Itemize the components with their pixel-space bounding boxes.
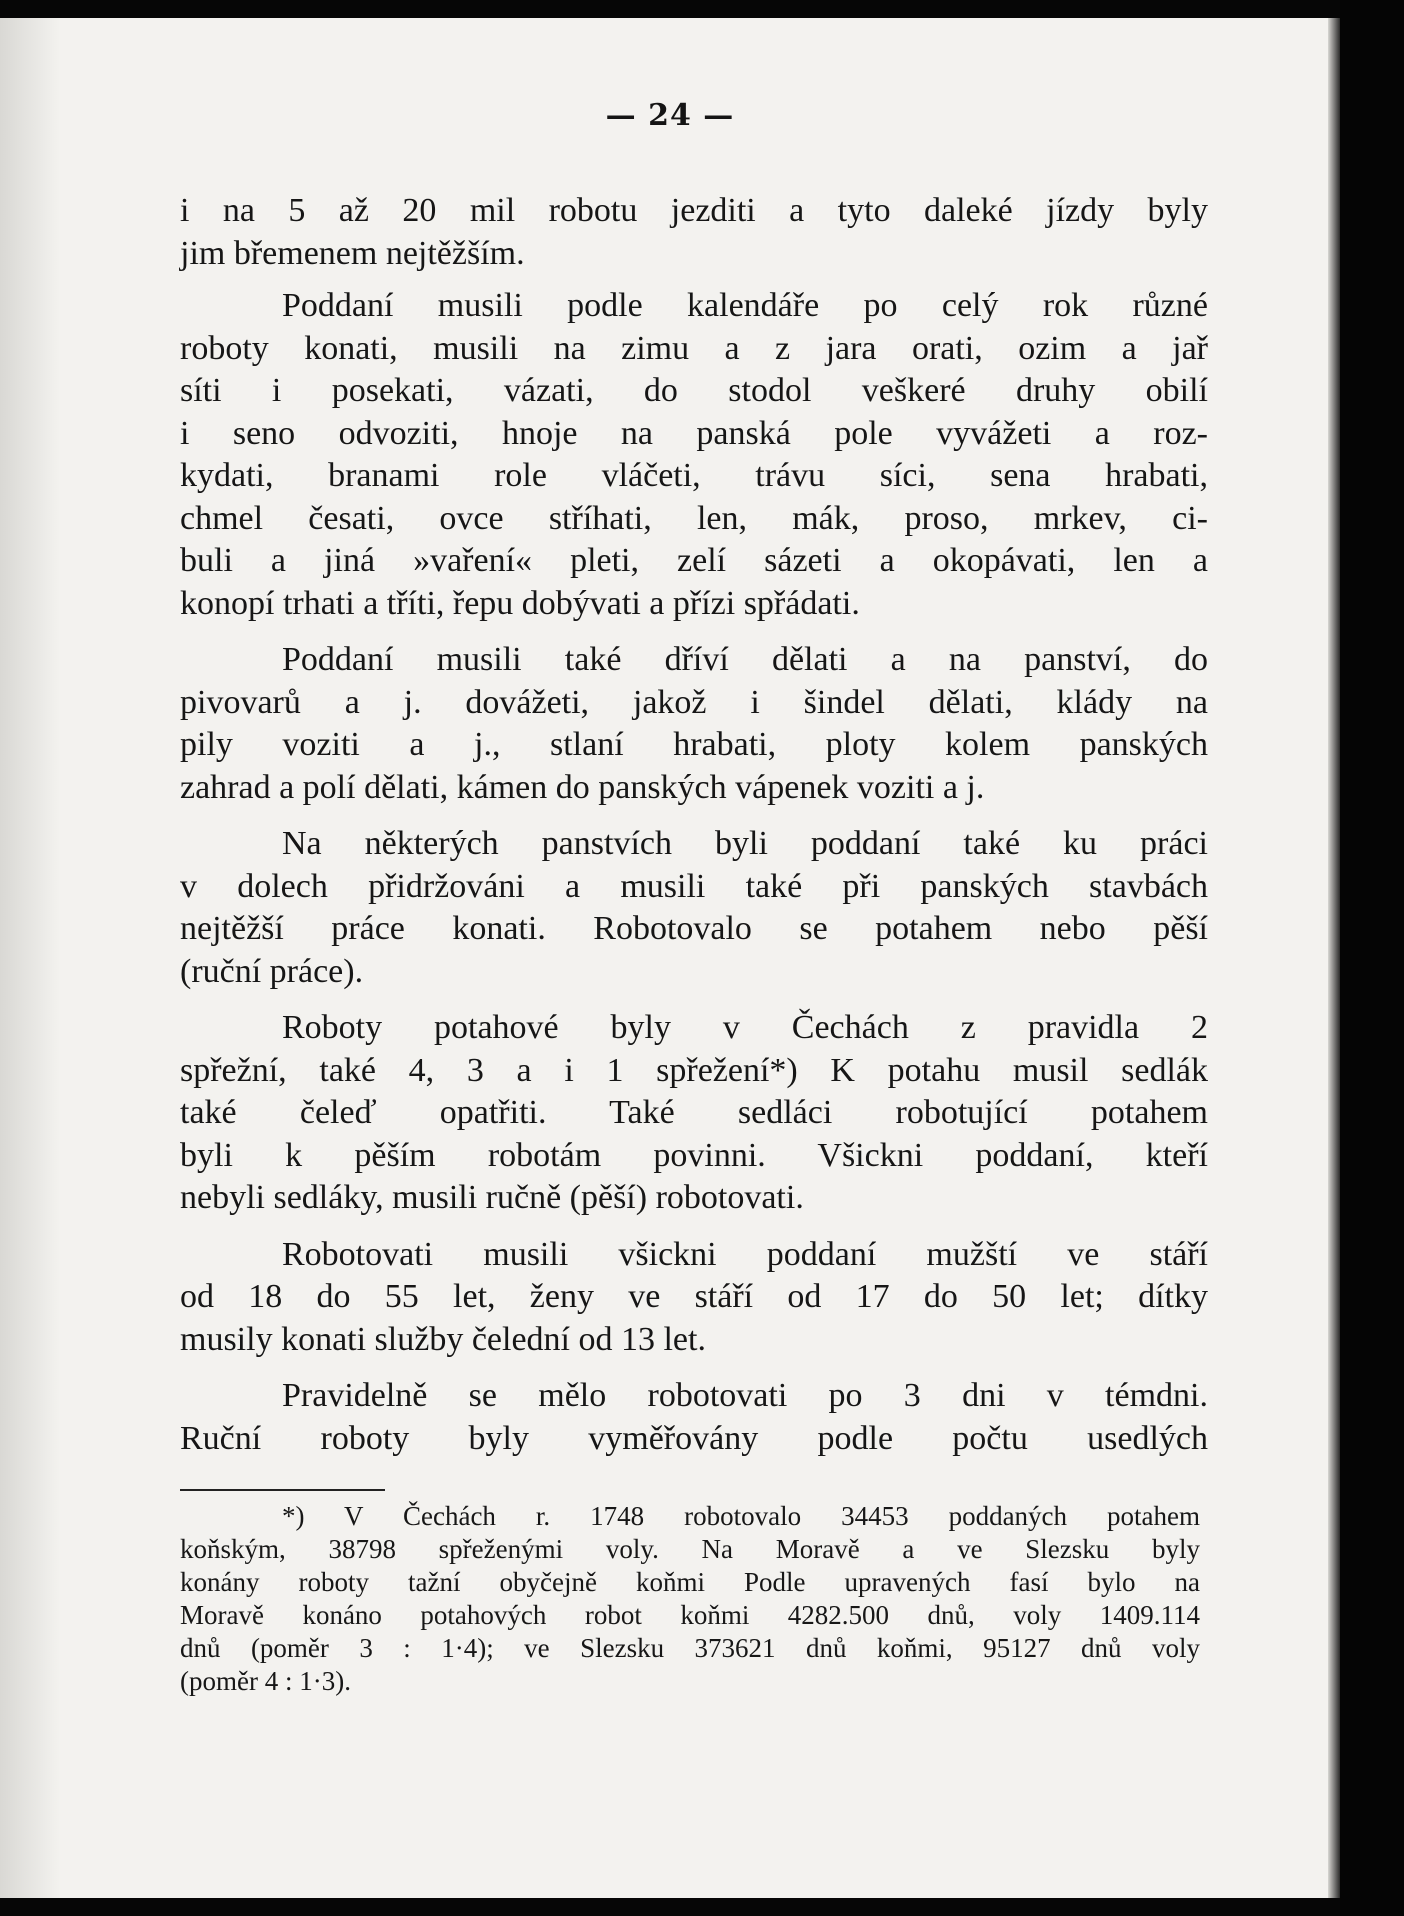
footnote-line: (poměr 4 : 1·3).: [180, 1666, 351, 1696]
text-line: Poddaní musili podle kalendáře po celý rok různé: [282, 287, 1208, 324]
text-line: nejtěžší práce konati. Robotovalo se potahem nebo pěší: [180, 910, 1208, 947]
text-line: Roboty potahové byly v Čechách z pravidla 2: [282, 1009, 1208, 1046]
footnote-line: Moravě konáno potahových robot koňmi 4282.500 dnů, voly 1409.114: [180, 1600, 1200, 1630]
text-line: i seno odvoziti, hnoje na panská pole vyvážeti a roz-: [180, 414, 1208, 452]
text-line: Robotovati musili všickni poddaní mužští ve stáří: [282, 1235, 1208, 1273]
scan-dark-edge: [1340, 0, 1404, 1916]
paragraph-4: [180, 823, 1208, 993]
text-line: roboty konati, musili na zimu a z jara orati, ozim a jař: [180, 329, 1208, 367]
text-line: byli k pěším robotám povinni. Všickni poddaní, kteří: [180, 1136, 1208, 1174]
body-text: [180, 190, 1208, 1460]
text-line: i na 5 až 20 mil robotu jezditi a tyto daleké jízdy byly: [180, 192, 1208, 229]
page-number: — 24 —: [605, 98, 735, 133]
text-line: nebyli sedláky, musili ručně (pěší) robotovati.: [180, 1179, 804, 1216]
paragraph-6: [180, 1234, 1208, 1362]
paragraph-2: [180, 285, 1208, 625]
text-line: Poddaní musili také dříví dělati a na panství, do: [282, 641, 1208, 678]
text-line: pily voziti a j., stlaní hrabati, ploty kolem panských: [180, 726, 1208, 763]
text-line: (ruční práce).: [180, 952, 364, 990]
footnote-line: dnů (poměr 3 : 1·4); ve Slezsku 373621 dnů koňmi, 95127 dnů voly: [180, 1633, 1200, 1663]
paragraph-7: [180, 1375, 1208, 1460]
text-line: od 18 do 55 let, ženy ve stáří od 17 do 50 let; dítky: [180, 1278, 1208, 1315]
text-line: zahrad a polí dělati, kámen do panských vápenek voziti a j.: [180, 768, 985, 806]
page-shadow: [0, 18, 60, 1898]
text-line: jim břemenem nejtěžším.: [180, 234, 525, 272]
paragraph-5: [180, 1007, 1208, 1220]
paragraph-1: [180, 190, 1208, 275]
footnote-line: koňským, 38798 spřeženými voly. Na Moravě a ve Slezsku byly: [180, 1534, 1200, 1564]
footnote-line: konány roboty tažní obyčejně koňmi Podle upravených fasí bylo na: [180, 1567, 1200, 1597]
book-page: [0, 18, 1340, 1898]
text-line: musily konati služby čelední od 13 let.: [180, 1320, 706, 1358]
text-line: konopí trhati a tříti, řepu dobývati a přízi spřádati.: [180, 584, 860, 622]
text-line: kydati, branami role vláčeti, trávu síci, sena hrabati,: [180, 457, 1208, 494]
text-line: Ruční roboty byly vyměřovány podle počtu usedlých: [180, 1419, 1208, 1457]
text-line: Pravidelně se mělo robotovati po 3 dni v témdni.: [282, 1377, 1208, 1414]
text-line: buli a jiná »vaření« pleti, zelí sázeti a okopávati, len a: [180, 542, 1208, 579]
text-line: také čeleď opatřiti. Také sedláci robotující potahem: [180, 1094, 1208, 1131]
footnote-line: *) V Čechách r. 1748 robotovalo 34453 poddaných potahem: [282, 1501, 1200, 1531]
footnote: [180, 1500, 1200, 1698]
text-line: Na některých panstvích byli poddaní také ku práci: [282, 825, 1208, 862]
footnote-divider: [180, 1489, 385, 1491]
text-line: v dolech přidržováni a musili také při panských stavbách: [180, 867, 1208, 905]
text-line: spřežní, také 4, 3 a i 1 spřežení*) K potahu musil sedlák: [180, 1051, 1208, 1089]
text-line: síti i posekati, vázati, do stodol veškeré druhy obilí: [180, 372, 1208, 409]
text-line: pivovarů a j. dovážeti, jakož i šindel dělati, klády na: [180, 683, 1208, 721]
paragraph-3: [180, 639, 1208, 809]
text-line: chmel česati, ovce stříhati, len, mák, proso, mrkev, ci-: [180, 499, 1208, 537]
book-spine-shadow: [1328, 18, 1340, 1898]
